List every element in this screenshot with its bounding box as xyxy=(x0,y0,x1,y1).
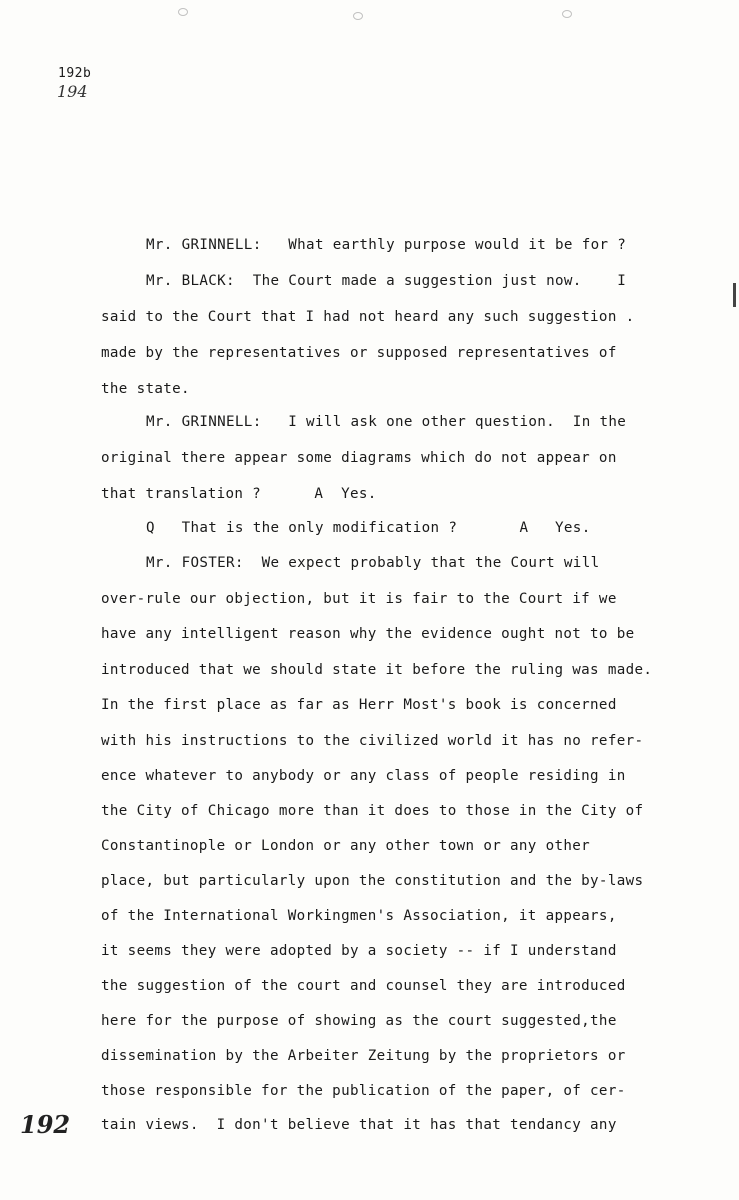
text-line: made by the representatives or supposed representatives of xyxy=(101,345,617,361)
text-line: here for the purpose of showing as the court suggested,the xyxy=(101,1013,617,1029)
text-line: over-rule our objection, but it is fair to the Court if we xyxy=(101,591,617,607)
text-line: of the International Workingmen's Association, it appears, xyxy=(101,908,617,924)
paper-speck xyxy=(178,8,188,16)
text-line: Q That is the only modification ? A Yes. xyxy=(146,520,591,536)
text-line: Mr. FOSTER: We expect probably that the Court will xyxy=(146,555,600,571)
scan-edge-mark xyxy=(733,283,736,307)
paper-speck xyxy=(353,12,363,20)
page-number-handwritten: 194 xyxy=(57,82,88,101)
text-line: that translation ? A Yes. xyxy=(101,486,377,502)
margin-page-number: 192 xyxy=(20,1110,71,1139)
text-line: ence whatever to anybody or any class of people residing in xyxy=(101,768,626,784)
text-line: those responsible for the publication of the paper, of cer- xyxy=(101,1083,626,1099)
text-line: the state. xyxy=(101,381,190,397)
text-line: place, but particularly upon the constitution and the by-laws xyxy=(101,873,644,889)
text-line: Mr. BLACK: The Court made a suggestion just now. I xyxy=(146,273,627,289)
text-line: tain views. I don't believe that it has that tendancy any xyxy=(101,1117,617,1133)
text-line: original there appear some diagrams which do not appear on xyxy=(101,450,617,466)
text-line: the City of Chicago more than it does to those in the City of xyxy=(101,803,644,819)
page-number: 192b xyxy=(58,66,92,81)
text-line: said to the Court that I had not heard any such suggestion . xyxy=(101,309,635,325)
text-line: with his instructions to the civilized world it has no refer- xyxy=(101,733,644,749)
text-line: Mr. GRINNELL: I will ask one other question. In the xyxy=(146,414,627,430)
text-line: introduced that we should state it before the ruling was made. xyxy=(101,662,653,678)
text-line: In the first place as far as Herr Most's book is concerned xyxy=(101,697,617,713)
text-line: Constantinople or London or any other town or any other xyxy=(101,838,591,854)
paper-speck xyxy=(562,10,572,18)
text-line: it seems they were adopted by a society -- if I understand xyxy=(101,943,617,959)
text-line: have any intelligent reason why the evidence ought not to be xyxy=(101,626,635,642)
text-line: the suggestion of the court and counsel they are introduced xyxy=(101,978,626,994)
text-line: Mr. GRINNELL: What earthly purpose would it be for ? xyxy=(146,237,627,253)
text-line: dissemination by the Arbeiter Zeitung by the proprietors or xyxy=(101,1048,626,1064)
